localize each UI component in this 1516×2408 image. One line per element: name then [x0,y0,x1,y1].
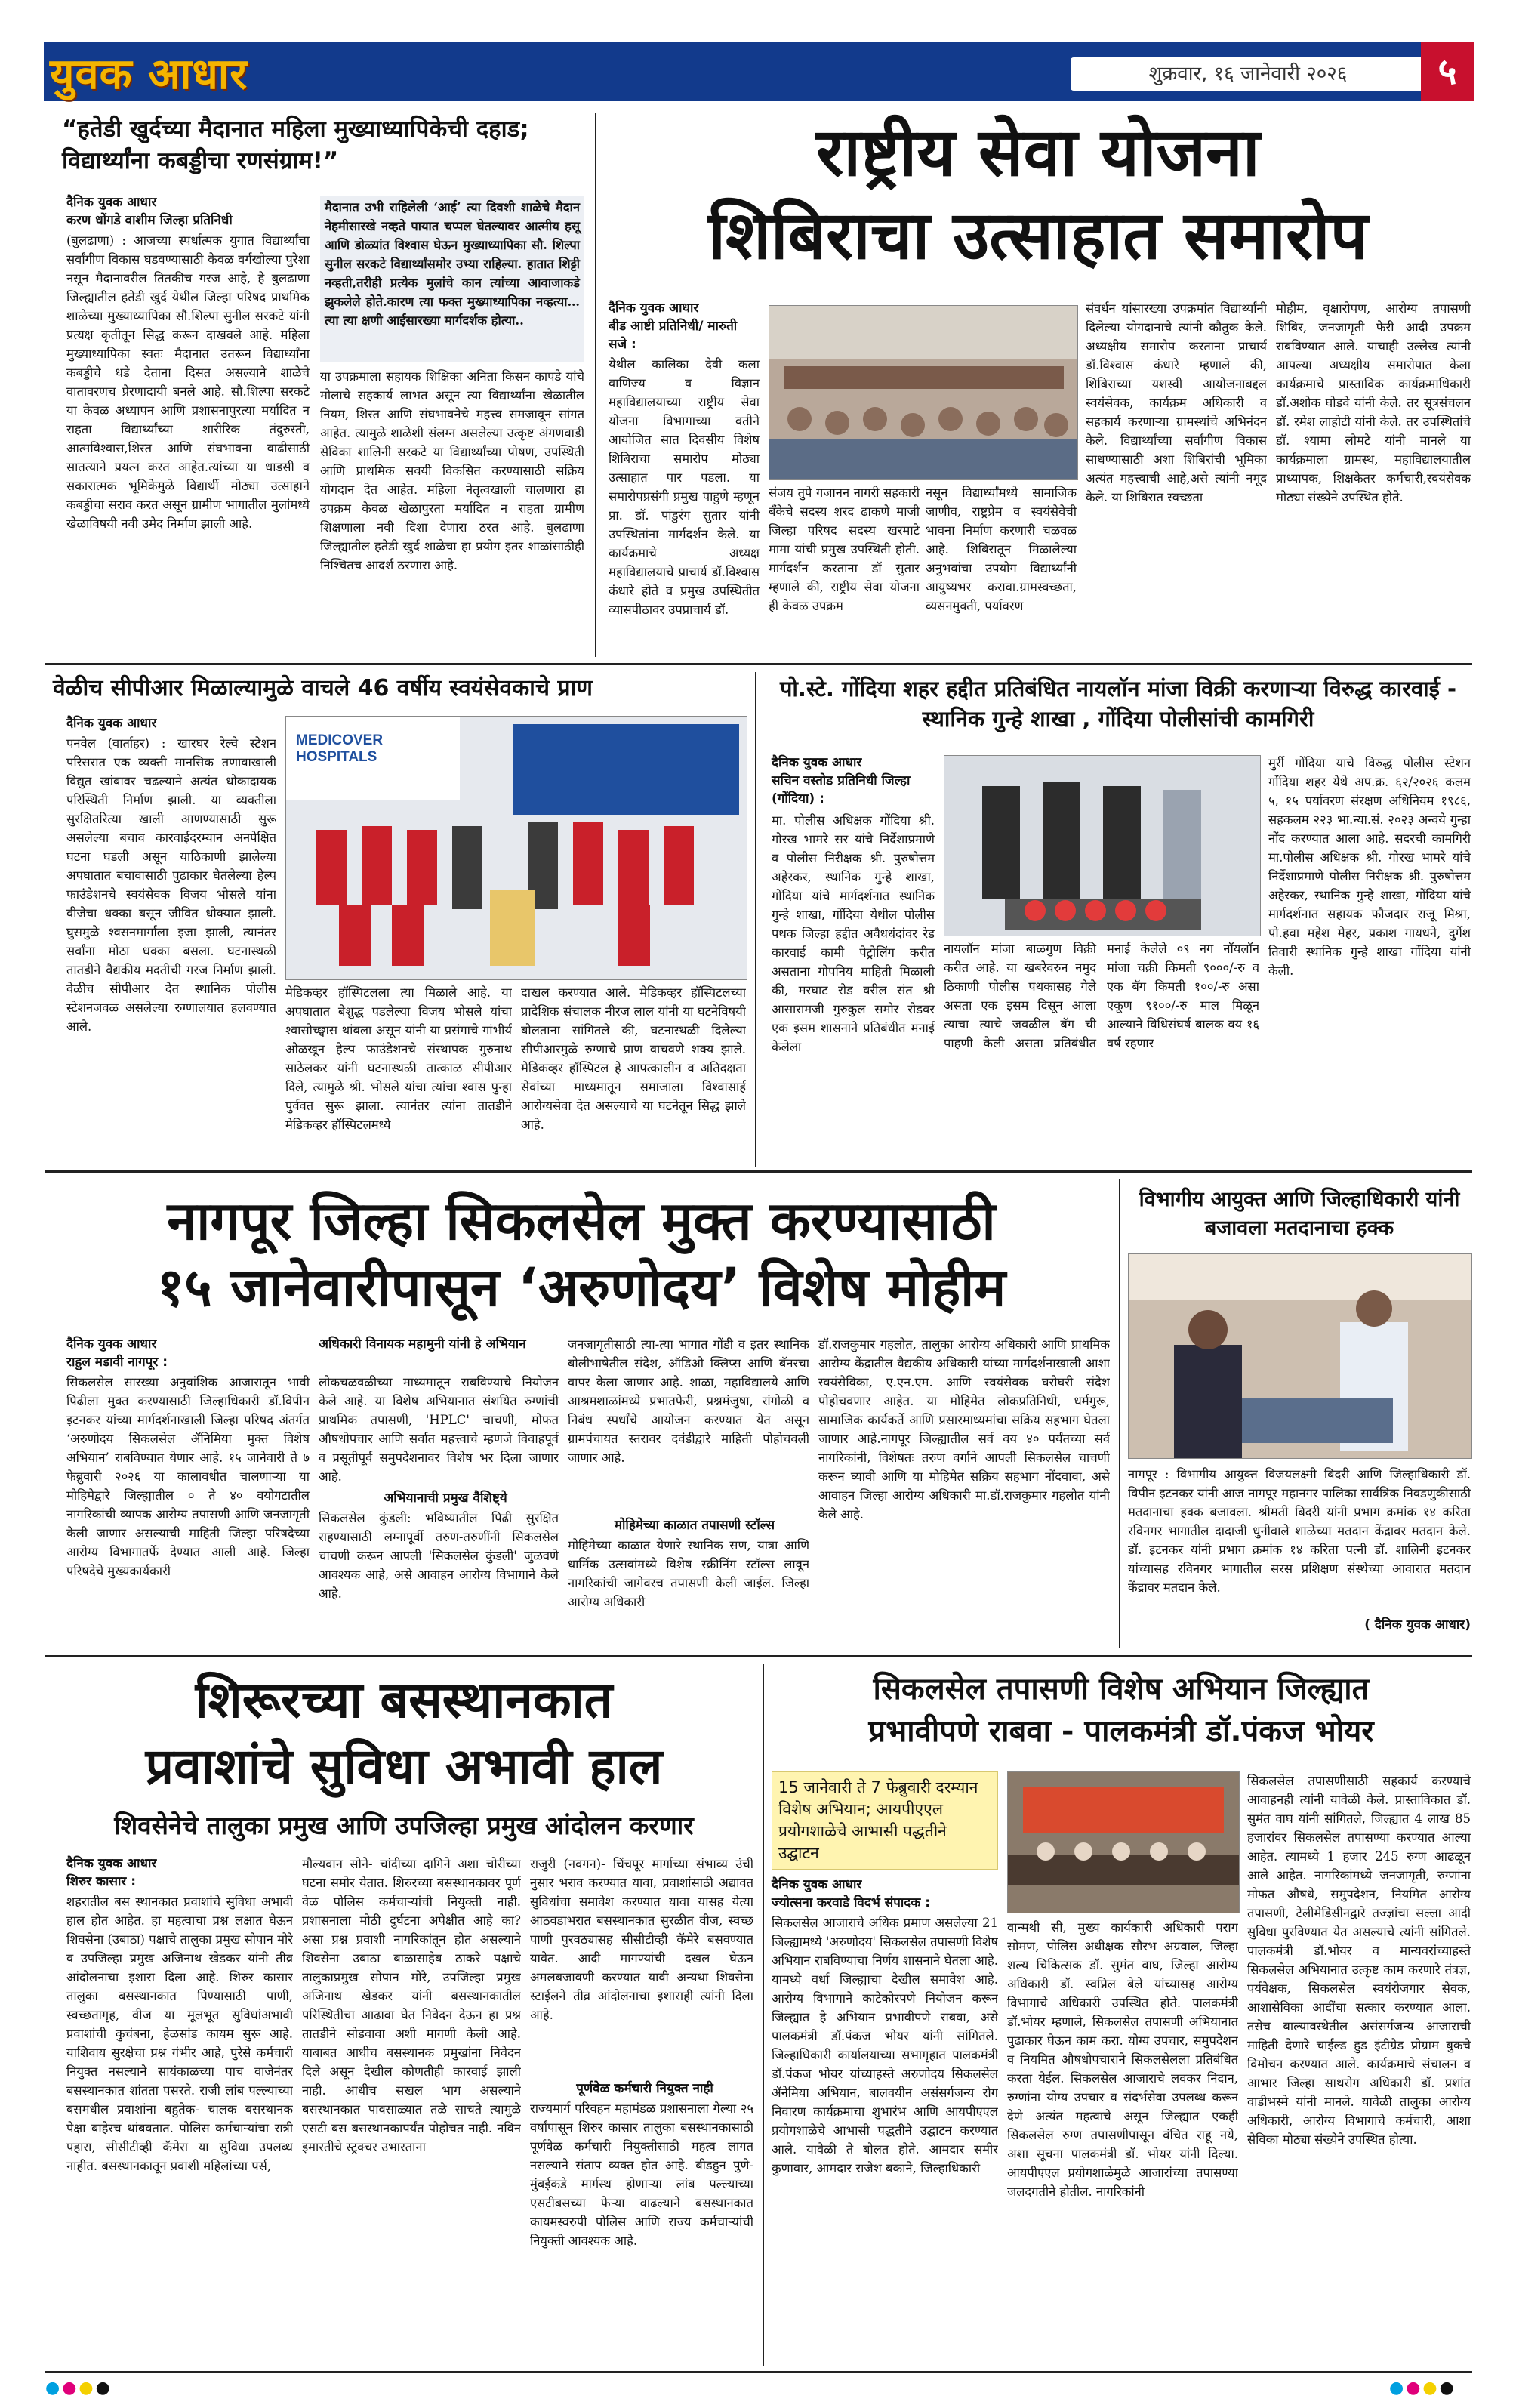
story7-column-1: शहरातील बस स्थानकात प्रवाशांचे सुविधा अभावी हाल होत आहेत. हा महत्वाचा प्रश्न लक्षात घेऊन शिवसेना (उबाठा) पक्षाचे तालुका प्रमुख सोपान मोरे व उपजिल्हा प्रमुख अजिनाथ खेडकर यांनी तीव्र आंदोलनाचा इशारा दिला आहे. शिरुर कासार तालुका बसस्थानकात पिण्यासाठी पाणी, स्वच्छतागृह, वीज या मूलभूत सुविधांअभावी प्रवाशांची कुचंबना, हेळसांड कायम सुरू आहे. याशिवाय सुरक्षेचा प्रश्न गंभीर आहे, पुरेसे कर्मचारी नियुक्त नसल्याने सायंकाळच्या पाच वाजेनंतर बसस्थानकात शांतता पसरते. राजी लांब पल्ल्याच्या बसमधील प्रवाशांना बहुतेक- चालक बसस्थानक पेक्षा बाहेरच थांबवतात. पोलिस कर्मचाऱ्यांचा रात्री पहारा, सीसीटीव्ही कॅमेरा या सुविधा उपलब्ध नाहीत. बसस्थानकातून प्रवाशी महिलांच्या पर्स, [66,1895,293,2173]
column-divider [595,113,596,657]
story8-column-2: वान्मथी सी, मुख्य कार्यकारी अधिकारी पराग सोमण, पोलिस अधीक्षक सौरभ अग्रवाल, जिल्हा शल्य चिकित्सक डॉ. सुमंत वाघ, जिल्हा आरोग्य अधिकारी डॉ. स्वप्निल बेले यांच्यासह आरोग्य विभागाचे अधिकारी उपस्थित होते. पालकमंत्री डॉ.भोयर म्हणाले, सिकलसेल तपासणी अभियानात पुढाकार घेऊन काम करा. योग्य उपचार, समुपदेशन व नियमित औषधोपचाराने सिकलसेलला प्रतिबंधित करता येईल. सिकलसेल आजाराचे लवकर निदान, रुग्णांना योग्य उपचार व संदर्भसेवा उपलब्ध करून देणे अत्यंत महत्वाचे असून जिल्ह्यात एकही सिकलसेल रुग्ण तपासणीपासून वंचित राहू नये, अशा सूचना पालकमंत्री डॉ. भोयर यांनी दिल्या. आयपीएएल प्रयोगशाळेमुळे आजारांच्या तपासण्या जलदगतीने होतील. नागरिकांनी [1007,1920,1238,2199]
story8-column-3: सिकलसेल तपासणीसाठी सहकार्य करण्याचे आवाहनही त्यांनी यावेळी केले. प्रास्ताविकात डॉ. सुमंत वाघ यांनी सांगितले, जिल्ह्यात 4 लाख 85 हजारांवर सिकलसेल तपासण्या करण्यात आल्या आहेत. त्यामध्ये 1 हजार 245 रुग्ण आढळून आले आहेत. नागरिकांमध्ये जनजागृती, रुग्णांना मोफत औषधे, समुपदेशन, नियमित आरोग्य तपासणी, टेलीमेडिसीनद्वारे तज्ज्ञांचा सल्ला आदी सुविधा पुरविण्यात येत असल्याचे त्यांनी सांगितले. पालकमंत्री डॉ.भोयर व मान्यवरांच्याहस्ते सिकलसेल अभियानात उत्कृष्ट काम करणारे तंत्रज्ञ, पर्यवेक्षक, सिकलसेल स्वयंरोजगार सेवक, आशासेविका आदींचा सत्कार करण्यात आला. तसेच बाल्यावस्थेतील असंसर्गजन्य आजाराची माहिती देणारे चाईल्ड हुड इंटीग्रेड प्रोग्राम बुकचे विमोचन करण्यात आले. कार्यक्रमाचे संचालन व आभार जिल्हा साथरोग अधिकारी डॉ. प्रशांत वाडीभस्मे यांनी मानले. यावेळी तालुका आरोग्य अधिकारी, आरोग्य विभागाचे कर्मचारी, आशा सेविका मोठ्या संख्येने उपस्थित होत्या. [1247,1774,1471,2147]
story1-byline: दैनिक युवक आधार [66,195,157,210]
footer-color-dots-right: ●●●● [1389,2379,1456,2397]
story1-headline: “हतेडी खुर्दच्या मैदानात महिला मुख्याध्यापिकेची दहाड; विद्यार्थ्यांना कबड्डीचा रणसंग्राम!” [62,116,529,174]
story5-reporter: राहुल मडावी नागपूर : [66,1355,168,1370]
section-divider [45,663,1472,665]
story2-column-5: मोहीम, वृक्षारोपण, आरोग्य तपासणी शिबिर, जनजागृती फेरी आदी उपक्रम राबविण्यात आले. याचाही उल्लेख त्यांनी आपल्या अध्यक्षीय समारोपात केला कार्यक्रमाचे प्रास्ताविक कार्यक्रमाधिकारी डॉ.अशोक घोडवे यांनी केले. तर सूत्रसंचलन डॉ. रमेश लाहोटी यांनी केले. तर उपस्थितांचे डॉ. श्यामा लोमटे यांनी मानले या कार्यक्रमाला ग्रामस्थ, महाविद्यालयातील प्राध्यापक, शिक्षकेतर कर्मचारी,स्वयंसेवक मोठ्या संख्येने उपस्थित होते. [1276,301,1471,504]
story2-column-2: संजय तुपे गजानन नागरी सहकारी बँकेचे सदस्य शरद ढाकणे माजी जिल्हा परिषद सदस्य खरमाटे मामा यांची प्रमुख उपस्थिती होती. मार्गदर्शन करताना डॉ सुतार म्हणाले की, राष्ट्रीय सेवा योजना ही केवळ उपक्रम [769,486,920,613]
story4-caption: नायलॉन मांजा बाळगुण विक्री करीत आहे. या खबरेवरुन नमुद ठिकाणी पोलीस पथकासह गेले असता एक इसम दिसून आला त्याचा त्याचे जवळील बॅग ची पाहणी केली असता प्रतिबंधीत मनाई केलेले ०९ नग नॉयलॉन मांजा चक्री किमती ९०००/-रु व एक बॅग किमती १००/-रु असा एकूण ९१००/-रु माल मिळून आल्याने विधिसंघर्ष बालक वय १६ वर्ष रहणार [944,942,1259,1050]
story8-headline-line2: प्रभावीपणे राबवा - पालकमंत्री डॉ.पंकज भोयर [868,1714,1374,1749]
nss-camp-photo [769,305,1078,480]
story5-headline-line1: नागपूर जिल्हा सिकलसेल मुक्त करण्यासाठी [167,1190,996,1252]
story8-highlight-box: 15 जानेवारी ते 7 फेब्रुवारी दरम्यान विशेष अभियान; आयपीएएल प्रयोगशाळेचे आभासी पद्धतीने उद्घाटन [772,1771,998,1870]
story2-column-4: संवर्धन यांसारख्या उपक्रमांत विद्यार्थ्यांनी दिलेल्या योगदानाचे त्यांनी कौतुक केले. अध्यक्षीय समारोप करताना प्राचार्य डॉ.विश्वास कंधारे म्हणाले की, शिबिराच्या यशस्वी आयोजनाबद्दल स्वयंसेवक, कार्यक्रम अधिकारी व सहकार्य करणाऱ्या ग्रामस्थांचे अभिनंदन केले. विद्यार्थ्यांच्या सर्वांगीण विकास साधण्यासाठी अशा शिबिरांची भूमिका अत्यंत महत्त्वाची आहे,असे त्यांनी नमूद केले. या शिबिरात स्वच्छता [1086,301,1267,504]
story2-column-3: नसून विद्यार्थ्यांमध्ये सामाजिक जाणीव, राष्ट्रप्रेम व स्वयंसेवेची भावना निर्माण करणारी चळवळ आहे. शिबिरातून मिळालेल्या अनुभवांचा उपयोग विद्यार्थ्यांनी आयुष्यभर करावा.ग्रामस्वच्छता, व्यसनमुक्ती, पर्यावरण [926,486,1077,613]
story5-stalls-heading: मोहिमेच्या काळात तपासणी स्टॉल्स [614,1518,775,1533]
story5-headline-line2: १५ जानेवारीपासून ‘अरुणोदय’ विशेष मोहीम [156,1256,1006,1318]
story7-headline-line1: शिरूरच्या बसस्थानकात [195,1671,613,1729]
story7-column-3: राजुरी (नवगन)- चिंचपूर मार्गाच्या संभाव्य उंची नुसार भराव करण्यात यावा, प्रवाशांसाठी अद्यावत सुविधांचा समावेश करण्यात यावा यासह येत्या आठवडाभरात बसस्थानकात सुरळीत वीज, स्वच्छ पाणी पुरवठ्यासह सीसीटीव्ही कॅमेरे बसवण्यात यावेत. आदी मागण्यांची दखल घेऊन अमलबजावणी करण्यात यावी अन्यथा शिवसेना स्टाईलने तीव्र आंदोलनाचा इशाराही त्यांनी दिला आहे. [530,1857,753,2022]
story5-column-2-heading: अधिकारी विनायक महामुनी यांनी हे अभियान [319,1337,526,1352]
story7-reporter: शिरुर कासार : [66,1874,137,1889]
story5-column-2b: सिकलसेल कुंडली: भविष्यातील पिढी सुरक्षित राहण्यासाठी लग्नापूर्वी तरुण-तरुणींनी सिकलसेल चाचणी करून आपली 'सिकलसेल कुंडली' जुळवणे आवश्यक आहे, असे आवाहन आरोग्य विभागाने केले आहे. [319,1511,559,1601]
story6-caption: नागपूर : विभागीय आयुक्त विजयलक्ष्मी बिदरी आणि जिल्हाधिकारी डॉ. विपीन इटनकर यांनी आज नागपूर महानगर पालिका सार्वत्रिक निवडणुकीसाठी मतदानाचा हक्क बजावला. श्रीमती बिदरी यांनी प्रभाग क्रमांक १४ करिता रविनगर भागातील दादाजी धुनीवाले शाळेच्या मतदान केंद्रावर मतदान केले. डॉ. इटनकर यांनी प्रभाग क्रमांक १४ करिता पत्नी डॉ. शालिनी इटनकर यांच्यासह रविनगर भागातील सरस प्रशिक्षण संस्थेच्या आवारात मतदान केंद्रावर मतदान केले. [1128,1467,1471,1595]
gondia-police-photo-art [944,756,1260,936]
story8-headline-line1: सिकलसेल तपासणी विशेष अभियान जिल्ह्यात [873,1672,1370,1707]
story5-features-heading: अभियानाची प्रमुख वैशिष्ट्ये [384,1491,507,1506]
story6-headline: विभागीय आयुक्त आणि जिल्हाधिकारी यांनी बजावला मतदानाचा हक्क [1139,1188,1460,1240]
story3-byline: दैनिक युवक आधार [66,716,157,731]
story7-column-3b: राज्यमार्ग परिवहन महामंडळ प्रशासनाला गेल्या २५ वर्षांपासून शिरुर कासार तालुका बसस्थानकासाठी पूर्णवेळ कर्मचारी नियुक्तीसाठी महत्व लागत नसल्याने संताप व्यक्त होत आहे. बीडहुन पुणे-मुंबईकडे मार्गस्थ होणाऱ्या लांब पल्ल्याच्या एसटीबसच्या फेऱ्या वाढल्याने बसस्थानकात कायमस्वरुपी पोलिस आणि राज्य कर्मचाऱ्यांची नियुक्ती आवश्यक आहे. [530,2101,753,2248]
story7-staff-heading: पूर्णवेळ कर्मचारी नियुक्त नाही [576,2081,713,2096]
story7-column-2: मौल्यवान सोने- चांदीच्या दागिने अशा चोरीच्या घटना समोर येतात. शिरुरच्या बसस्थानकावर पूर्ण वेळ पोलिस कर्मचाऱ्यांची नियुक्ती नाही. प्रशासनाला मोठी दुर्घटना अपेक्षीत आहे का? असा प्रश्न प्रवाशी नागरिकांतून होत असल्याने शिवसेना उबाठा बाळासाहेब ठाकरे पक्षाचे तालुकाप्रमुख सोपान मोरे, उपजिल्हा प्रमुख अजिनाथ खेडकर यांनी बसस्थानकातील परिस्थितीचा आढावा घेत निवेदन देऊन हा प्रश्न तातडीने सोडवावा अशी मागणी केली आहे. याबाबत आधीच बसस्थानक प्रमुखांना निवेदन दिले असून देखील कोणतीही कारवाई झाली नाही. आधीच सखल भाग असल्याने बसस्थानकात पावसाळ्यात तळे साचते त्यामुळे एसटी बस बसस्थानकापर्यंत पोहोचत नाही. नविन इमारतीचे स्ट्रक्चर उभारताना [302,1857,521,2154]
voting-photo-art [1129,1254,1471,1458]
gondia-police-photo [944,755,1261,936]
masthead-title: युवक आधार [50,50,248,99]
story7-headline-line2: प्रवाशांचे सुविधा अभावी हाल [145,1737,663,1796]
story5-column-3: जनजागृतीसाठी त्या-त्या भागात गोंडी व इतर स्थानिक बोलीभाषेतील संदेश, ऑडिओ क्लिप्स आणि बॅनरचा वापर केला जाणार आहे. शाळा, महाविद्यालये आणि आश्रमशाळांमध्ये प्रभातफेरी, प्रश्नमंजुषा, रांगोळी व निबंध स्पर्धांचे आयोजन करण्यात येत असून ग्रामपंचायत स्तरावर दवंडीद्वारे माहिती पोहोचवली जाणार आहे. [568,1337,809,1465]
column-divider [1119,1179,1120,1648]
footer-color-dots-left: ●●●● [45,2379,112,2397]
story8-byline: दैनिक युवक आधार [772,1877,862,1892]
story8-reporter: ज्योत्सना करवाडे विदर्भ संपादक : [772,1895,931,1910]
footer-rule [45,2371,1472,2373]
story6-credit: ( दैनिक युवक आधार) [1364,1617,1471,1633]
story1-column-1: (बुलढाणा) : आजच्या स्पर्धात्मक युगात विद्यार्थ्यांचा सर्वांगीण विकास घडवण्यासाठी केवळ वर्गखोल्या पुरेशा नसून मैदानावरील तितकीच गरज आहे, हे बुलढाणा जिल्ह्यातील हतेडी खुर्द येथील जिल्हा परिषद प्राथमिक शाळेच्या मुख्याध्यापिका सौ.शिल्पा सुनील सरकटे यांनी प्रत्यक्ष कृतीतून सिद्ध करून दाखवले आहे. महिला मुख्याध्यापिका स्वतः मैदानात उतरून विद्यार्थ्यांना कबड्डीचे धडे देताना दिसत असल्याने शाळेचे वातावरणच प्रेरणादायी बनले आहे. सौ.शिल्पा सरकटे या केवळ अध्यापन आणि प्रशासनापुरत्या मर्यादित न राहता विद्यार्थ्यांच्या शारीरिक तंदुरुस्ती, आत्मविश्वास,शिस्त आणि संघभावना वाढीसाठी सातत्याने प्रयत्न करत आहेत.त्यांच्या या धाडसी व सकारात्मक भूमिकेमुळे विद्यार्थी मोठ्या उत्साहाने कबड्डीचा सराव करत असून ग्रामीण भागातील मुलांमध्ये खेळाविषयी नवी उमेद निर्माण झाली आहे. [66,233,310,531]
column-divider [755,672,756,1167]
story5-column-4: डॉ.राजकुमार गहलोत, तालुका आरोग्य अधिकारी आणि प्राथमिक आरोग्य केंद्रातील वैद्यकीय अधिकारी यांच्या मार्गदर्शनाखाली आशा स्वयंसेविका, ए.एन.एम. आणि स्वयंसेवक घरोघरी संदेश पोहोचवणार आहेत. या मोहिमेत लोकप्रतिनिधी, धर्मगुरू, सामाजिक कार्यकर्ते आणि प्रसारमाध्यमांचा सक्रिय सहभाग घेतला जाणार आहे.नागपूर जिल्ह्यातील सर्व वय ४० पर्यंतच्या सर्व नागरिकांनी, विशेषतः तरुण वर्गाने आपली सिकलसेल चाचणी करून घ्यावी आणि या मोहिमेत सक्रिय सहभाग नोंदवावा, असे आवाहन जिल्हा आरोग्य अधिकारी मा.डॉ.राजकुमार गहलोत यांनी केले आहे. [818,1337,1110,1522]
story2-headline-line1: राष्ट्रीय सेवा योजना [816,113,1260,191]
column-divider [763,1664,764,2366]
story5-column-1: सिकलसेल सारख्या अनुवांशिक आजारातून भावी पिढीला मुक्त करण्यासाठी जिल्हाधिकारी डॉ.विपीन इटनकर यांच्या मार्गदर्शनाखाली जिल्हा परिषद अंतर्गत ‘अरुणोदय सिकलसेल ॲनिमिया मुक्त विशेष अभियान’ राबविण्यात येणार आहे. १५ जानेवारी ते ७ फेब्रुवारी २०२६ या कालावधीत चालणाऱ्या या मोहिमेद्वारे जिल्ह्यातील ० ते ४० वयोगटातील नागरिकांची व्यापक आरोग्य तपासणी आणि जनजागृती केली जाणार असल्याची माहिती जिल्हा परिषदेच्या आरोग्य विभागातर्फे देण्यात आली आहे. जिल्हा परिषदेचे मुख्यकार्यकारी [66,1375,310,1578]
story1-column-2: या उपक्रमाला सहायक शिक्षिका अनिता किसन कापडे यांचे मोलाचे सहकार्य लाभत असून त्या विद्यार्थ्यांना खेळातील नियम, शिस्त आणि संघभावनेचे महत्त्व समजावून सांगत आहेत. त्यामुळे शाळेशी संलग्न असलेल्या उत्कृष्ट अंगणवाडी सेविका शालिनी सरकटे या विद्यार्थ्यांच्या पोषण, उपस्थिती आणि प्राथमिक सवयी विकसित करण्यासाठी सक्रिय योगदान देत आहेत. महिला नेतृत्वखाली चालणारा हा उपक्रम केवळ खेळापुरता मर्यादित न राहता ग्रामीण शिक्षणाला नवी दिशा देणारा ठरत आहे. बुलढाणा जिल्ह्यातील हतेडी खुर्द शाळेचा हा प्रयोग इतर शाळांसाठीही निश्चितच आदर्श ठरणारा आहे. [320,369,584,572]
story3-headline: वेळीच सीपीआर मिळाल्यामुळे वाचले 46 वर्षीय स्वयंसेवकाचे प्राण [53,675,593,701]
medicover-banner-text: MEDICOVER HOSPITALS [296,732,384,765]
section-divider [45,1655,1472,1657]
story7-subheadline: शिवसेनेचे तालुका प्रमुख आणि उपजिल्हा प्रमुख आंदोलन करणार [114,1811,694,1840]
story1-quote-box: मैदानात उभी राहिलेली ‘आई’ त्या दिवशी शाळेचे मैदान नेहमीसारखे नव्हते पायात चप्पल घेतल्यावर आत्मीय हसू आणि डोळ्यांत विश्वास घेऊन मुख्याध्यापिका सौ. शिल्पा सुनील सरकटे विद्यार्थ्यांसमोर उभ्या राहिल्या. हातात शिट्टी नव्हती,तरीही प्रत्येक मुलांचे कान त्यांच्या आवाजाकडे झुकलेले होते.कारण त्या फक्त मुख्याध्यापिका नव्हत्या… त्या त्या क्षणी आईसारख्या मार्गदर्शक होत्या.. [320,196,584,362]
story8-column-1: सिकलसेल आजाराचे अधिक प्रमाण असलेल्या 21 जिल्ह्यामध्ये 'अरुणोदय' सिकलसेल तपासणी विशेष अभियान राबविण्याचा निर्णय शासनाने घेतला आहे. यामध्ये वर्धा जिल्ह्याचा देखील समावेश आहे. आरोग्य विभागाने काटेकोरपणे नियोजन करून जिल्ह्यात हे अभियान प्रभावीपणे राबवा, असे पालकमंत्री डॉ.पंकज भोयर यांनी सांगितले. जिल्हाधिकारी कार्यालयाच्या सभागृहात पालकमंत्री डॉ.पंकज भोयर यांच्याहस्ते अरुणोदय सिकलसेल ॲनेमिया अभियान, बालवयीन असंसर्गजन्य रोग निवारण कार्यक्रमाचा शुभारंभ आणि आयपीएएल प्रयोगशाळेचे आभासी पद्धतीने उद्घाटन करण्यात आले. यावेळी ते बोलत होते. आमदार समीर कुणावार, आमदार राजेश बकाने, जिल्हाधिकारी [772,1916,998,2175]
story3-caption-1: मेडिकव्हर हॉस्पिटलला त्या मिळाले आहे. या अपघातात बेशुद्ध पडलेल्या विजय भोसले यांचा श्वासोच्छ्वास थांबला असून यांनी या प्रसंगाचे गांभीर्य ओळखून हेल्प फाउंडेशनचे संस्थापक गुरुनाथ साठेलकर यांनी घटनास्थळी तात्काळ सीपीआर दिले, त्यामुळे श्री. भोसले यांचा त्यांचा श्वास पुन्हा पुर्ववत सुरू झाला. त्यानंतर त्यांना तातडीने मेडिकव्हर हॉस्पिटलमध्ये [285,985,512,1132]
story1-reporter: करण धोंगडे वाशीम जिल्हा प्रतिनिधी [66,213,233,228]
section-divider [45,1170,1472,1173]
story4-byline: दैनिक युवक आधार [772,755,862,770]
story5-byline: दैनिक युवक आधार [66,1337,157,1352]
page-number: ५ [1421,42,1474,101]
story2-headline-line2: शिबिराचा उत्साहात समारोप [708,196,1368,274]
story2-reporter: बीड आष्टी प्रतिनिधी/ मारुती सजे : [609,319,738,352]
story3-caption-2: दाखल करण्यात आले. मेडिकव्हर हॉस्पिटलच्या प्रादेशिक संचालक नीरज लाल यांनी या घटनेविषयी बोलताना सांगितले की, घटनास्थळी दिलेल्या सीपीआरमुळे रुग्णाचे प्राण वाचवणे शक्य झाले. मेडिकव्हर हॉस्पिटल हे आपत्कालीन व अतिदक्षता सेवांच्या माध्यमातून समाजाला विश्वासार्ह आरोग्यसेवा देत असल्याचे या घटनेतून सिद्ध झाले आहे. [521,985,746,1132]
sickle-cell-event-photo-art [1008,1772,1239,1913]
story2-byline: दैनिक युवक आधार [609,301,699,316]
story5-column-2: लोकचळवळीच्या माध्यमातून राबविण्याचे नियोजन केले आहे. या विशेष अभियानात संशयित रुग्णांची प्राथमिक तपासणी, 'HPLC' चाचणी, मोफत औषधोपचार आणि सर्वात महत्त्वाचे म्हणजे विवाहपूर्व व प्रसूतीपूर्व समुपदेशनावर विशेष भर दिला जाणार आहे. [319,1375,559,1484]
story4-reporter: सचिन वस्तोड प्रतिनिधी जिल्हा (गोंदिया) : [772,773,911,806]
story4-headline: पो.स्टे. गोंदिया शहर हद्दीत प्रतिबंधित नायलॉन मांजा विक्री करणाऱ्या विरुद्ध कारवाई - स्थानिक गुन्हे शाखा , गोंदिया पोलीसांची कामगिरी [779,676,1457,732]
story5-column-3b: मोहिमेच्या काळात येणारे स्थानिक सण, यात्रा आणि धार्मिक उत्सवांमध्ये विशेष स्क्रीनिंग स्टॉल्स लावून नागरिकांची जागेवरच तपासणी केली जाईल. जिल्हा आरोग्य अधिकारी [568,1538,809,1609]
story3-column-1: पनवेल (वार्ताहर) : खारघर रेल्वे स्टेशन परिसरात एक व्यक्ती मानसिक तणावाखाली विद्युत खांबावर चढल्याने अत्यंत धोकादायक परिस्थिती निर्माण झाली. या व्यक्तीला सुरक्षितरित्या खाली आणण्यासाठी सुरू असलेल्या बचाव कारवाईदरम्यान अनपेक्षित घटना घडली असून याठिकाणी झालेल्या अपघातात बचावासाठी पुढाकार घेतलेल्या हेल्प फाउंडेशनचे स्वयंसेवक विजय भोसले यांना वीजेचा धक्का बसून जीवित धोक्यात झाली. घुसमुळे श्वसनमार्गाला इजा झाली, त्यानंतर सर्वांना मोठा धक्का बसला. घटनास्थळी तातडीने वैद्यकीय मदतीची गरज निर्माण झाली. वेळीच सीपीआर देत स्थानिक पोलीस स्टेशनजवळ असलेल्या रुग्णालयात हलवण्यात आले. [66,736,276,1034]
masthead-date: शुक्रवार, १६ जानेवारी २०२६ [1071,57,1425,91]
story2-column-1: येथील कालिका देवी कला वाणिज्य व विज्ञान महाविद्यालयाच्या राष्ट्रीय सेवा योजना विभागाच्या वतीने आयोजित सात दिवसीय विशेष शिबिराचा समारोप मोठ्या उत्साहात पार पडला. या समारोपप्रसंगी प्रमुख पाहुणे म्हणून प्रा. डॉ. पांडुरंग सुतार यांनी उपस्थितांना मार्गदर्शन केले. या कार्यक्रमाचे अध्यक्ष महाविद्यालयाचे प्राचार्य डॉ.विश्वास कंधारे होते व प्रमुख उपस्थितीत व्यासपीठावर उपप्राचार्य डॉ. [609,357,760,617]
story4-column-2: मुर्री गोंदिया याचे विरुद्ध पोलीस स्टेशन गोंदिया शहर येथे अप.क्र. ६२/२०२६ कलम ५, १५ पर्यावरण संरक्षण अधिनियम १९८६, सहकलम २२३ भा.न्या.सं. २०२३ अन्वये गुन्हा नोंद करण्यात आला आहे. सदरची कामगिरी मा.पोलीस अधिक्षक श्री. गोरख भामरे यांचे निर्देशाप्रमाणे पोलीस निरीक्षक श्री. पुरुषोत्तम अहेरकर, स्थानिक गुन्हे शाखा, गोंदिया यांचे मार्गदर्शनात सहायक फौजदार राजू मिश्रा, पो.हवा महेश मेहर, प्रकाश गायधने, दुर्गेश तिवारी स्थानिक गुन्हे शाखा गोंदिया यांनी केली. [1268,756,1471,978]
voting-photo [1128,1253,1472,1459]
nss-camp-photo-art [769,306,1077,479]
story4-column-1: मा. पोलीस अधिक्षक गोंदिया श्री. गोरख भामरे सर यांचे निर्देशाप्रमाणे व पोलीस निरीक्षक श्री. पुरुषोत्तम अहेरकर, स्थानिक गुन्हे शाखा, गोंदिया यांचे मार्गदर्शनात स्थानिक गुन्हे शाखा, गोंदिया येथील पोलीस पथक जिल्हा हद्दीत अवैधधंदांवर रेड कारवाई कामी पेट्रोलिंग करीत असताना गोपनिय माहिती मिळाली की, मरघाट रोड वरील संत श्री आसारामजी गुरुकुल समोर रोडवर एक इसम शासनाने प्रतिबंधीत मनाई केलेला [772,813,935,1054]
sickle-cell-event-photo [1007,1771,1240,1913]
story7-byline: दैनिक युवक आधार [66,1856,157,1871]
